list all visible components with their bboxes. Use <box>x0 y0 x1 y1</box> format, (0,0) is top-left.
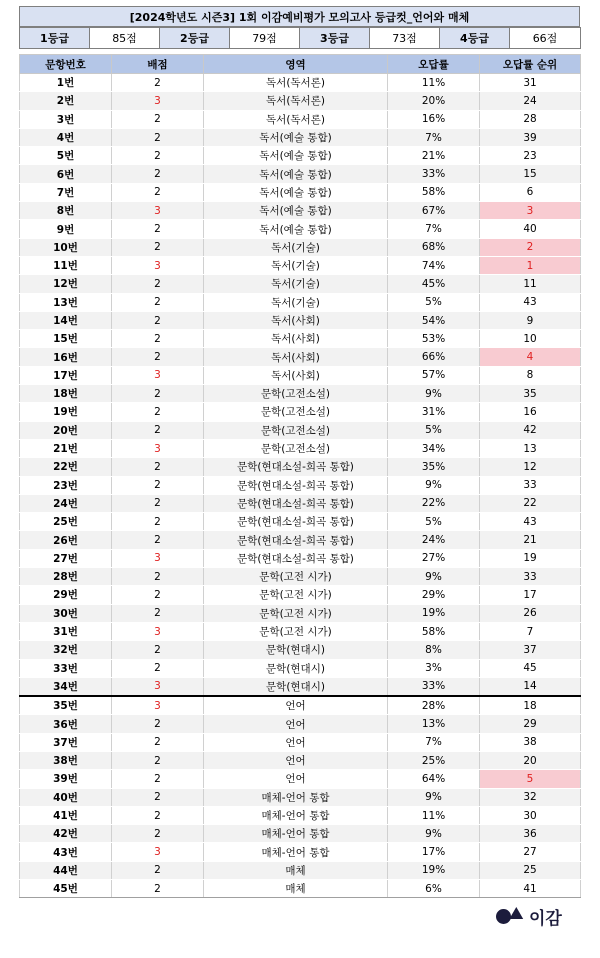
points-cell: 2 <box>112 476 204 494</box>
error-rank-cell: 43 <box>480 513 581 531</box>
question-number: 4번 <box>20 128 112 146</box>
question-number: 7번 <box>20 183 112 201</box>
error-rate-cell: 16% <box>388 110 480 128</box>
area-cell: 독서(예술 통합) <box>204 128 388 146</box>
error-rate-cell: 35% <box>388 458 480 476</box>
points-cell: 2 <box>112 147 204 165</box>
table-row <box>20 733 581 751</box>
points-cell: 2 <box>112 531 204 549</box>
table-row <box>20 366 581 384</box>
table-row <box>20 275 581 293</box>
area-cell: 문학(고전 시가) <box>204 622 388 640</box>
error-rank-cell: 2 <box>480 238 581 256</box>
area-cell: 독서(예술 통합) <box>204 183 388 201</box>
igam-logo-icon <box>496 909 511 924</box>
question-number: 14번 <box>20 311 112 329</box>
points-cell: 2 <box>112 165 204 183</box>
points-cell: 2 <box>112 220 204 238</box>
question-number: 13번 <box>20 293 112 311</box>
error-rank-cell: 37 <box>480 641 581 659</box>
area-cell: 매체-언어 통합 <box>204 825 388 843</box>
area-cell: 독서(기술) <box>204 256 388 274</box>
points-cell: 2 <box>112 659 204 677</box>
grade-cut-table <box>19 27 581 49</box>
points-cell: 3 <box>112 92 204 110</box>
question-number: 32번 <box>20 641 112 659</box>
error-rate-cell: 64% <box>388 770 480 788</box>
table-row <box>20 147 581 165</box>
error-rank-cell: 8 <box>480 366 581 384</box>
area-cell: 문학(고전소설) <box>204 385 388 403</box>
question-number: 19번 <box>20 403 112 421</box>
igam-logo-triangle-icon <box>509 907 526 925</box>
error-rate-cell: 17% <box>388 843 480 861</box>
error-rank-cell: 6 <box>480 183 581 201</box>
area-cell: 문학(고전 시가) <box>204 586 388 604</box>
question-number: 21번 <box>20 439 112 457</box>
points-cell: 3 <box>112 202 204 220</box>
error-rank-cell: 12 <box>480 458 581 476</box>
area-cell: 문학(고전소설) <box>204 421 388 439</box>
question-number: 31번 <box>20 622 112 640</box>
question-number: 39번 <box>20 770 112 788</box>
answer-rate-table <box>19 54 581 898</box>
error-rate-cell: 5% <box>388 293 480 311</box>
question-number: 44번 <box>20 861 112 879</box>
area-cell: 독서(사회) <box>204 311 388 329</box>
points-cell: 3 <box>112 366 204 384</box>
question-number: 16번 <box>20 348 112 366</box>
grade-score: 73점 <box>370 28 440 49</box>
area-cell: 문학(현대소설-희곡 통합) <box>204 476 388 494</box>
error-rank-cell: 21 <box>480 531 581 549</box>
table-row <box>20 770 581 788</box>
error-rank-cell: 42 <box>480 421 581 439</box>
error-rank-cell: 28 <box>480 110 581 128</box>
question-number: 23번 <box>20 476 112 494</box>
question-number: 1번 <box>20 74 112 92</box>
points-cell: 2 <box>112 110 204 128</box>
error-rank-cell: 3 <box>480 202 581 220</box>
question-number: 40번 <box>20 788 112 806</box>
sheet-title: [2024학년도 시즌3] 1회 이감예비평가 모의고사 등급컷_언어와 매체 <box>20 7 580 27</box>
area-cell: 독서(기술) <box>204 275 388 293</box>
error-rank-cell: 14 <box>480 677 581 696</box>
grade-label: 4등급 <box>440 28 510 49</box>
error-rank-cell: 33 <box>480 476 581 494</box>
table-row <box>20 238 581 256</box>
error-rate-cell: 45% <box>388 275 480 293</box>
error-rank-cell: 24 <box>480 92 581 110</box>
points-cell: 3 <box>112 549 204 567</box>
table-row <box>20 677 581 696</box>
table-row <box>20 458 581 476</box>
error-rank-cell: 31 <box>480 74 581 92</box>
points-cell: 2 <box>112 128 204 146</box>
error-rate-cell: 20% <box>388 92 480 110</box>
area-cell: 언어 <box>204 715 388 733</box>
error-rate-cell: 27% <box>388 549 480 567</box>
area-cell: 독서(독서론) <box>204 74 388 92</box>
error-rank-cell: 13 <box>480 439 581 457</box>
header-area: 영역 <box>204 55 388 74</box>
error-rate-cell: 58% <box>388 622 480 640</box>
area-cell: 독서(예술 통합) <box>204 220 388 238</box>
points-cell: 2 <box>112 770 204 788</box>
table-row <box>20 183 581 201</box>
area-cell: 독서(기술) <box>204 293 388 311</box>
table-row <box>20 659 581 677</box>
points-cell: 2 <box>112 880 204 898</box>
question-number: 35번 <box>20 696 112 715</box>
points-cell: 2 <box>112 751 204 769</box>
error-rate-cell: 8% <box>388 641 480 659</box>
error-rate-cell: 29% <box>388 586 480 604</box>
points-cell: 2 <box>112 311 204 329</box>
points-cell: 2 <box>112 586 204 604</box>
error-rank-cell: 45 <box>480 659 581 677</box>
error-rate-cell: 31% <box>388 403 480 421</box>
error-rate-cell: 9% <box>388 825 480 843</box>
table-row <box>20 880 581 898</box>
points-cell: 2 <box>112 825 204 843</box>
table-row <box>20 751 581 769</box>
question-number: 11번 <box>20 256 112 274</box>
area-cell: 문학(현대소설-희곡 통합) <box>204 458 388 476</box>
area-cell: 언어 <box>204 751 388 769</box>
points-cell: 2 <box>112 385 204 403</box>
error-rate-cell: 67% <box>388 202 480 220</box>
points-cell: 2 <box>112 513 204 531</box>
error-rank-cell: 38 <box>480 733 581 751</box>
grade-cut-row <box>20 28 581 49</box>
error-rate-cell: 21% <box>388 147 480 165</box>
area-cell: 언어 <box>204 733 388 751</box>
table-row <box>20 165 581 183</box>
table-row <box>20 513 581 531</box>
error-rank-cell: 27 <box>480 843 581 861</box>
table-row <box>20 311 581 329</box>
error-rank-cell: 30 <box>480 806 581 824</box>
error-rate-cell: 53% <box>388 330 480 348</box>
area-cell: 독서(예술 통합) <box>204 147 388 165</box>
error-rank-cell: 25 <box>480 861 581 879</box>
area-cell: 매체-언어 통합 <box>204 806 388 824</box>
area-cell: 독서(독서론) <box>204 92 388 110</box>
points-cell: 2 <box>112 458 204 476</box>
error-rank-cell: 23 <box>480 147 581 165</box>
error-rate-cell: 11% <box>388 806 480 824</box>
points-cell: 2 <box>112 568 204 586</box>
points-cell: 2 <box>112 183 204 201</box>
area-cell: 문학(고전 시가) <box>204 568 388 586</box>
points-cell: 2 <box>112 861 204 879</box>
area-cell: 문학(현대소설-희곡 통합) <box>204 531 388 549</box>
error-rank-cell: 26 <box>480 604 581 622</box>
table-row <box>20 385 581 403</box>
grade-label: 3등급 <box>300 28 370 49</box>
error-rate-cell: 24% <box>388 531 480 549</box>
error-rate-cell: 74% <box>388 256 480 274</box>
error-rank-cell: 15 <box>480 165 581 183</box>
area-cell: 매체 <box>204 861 388 879</box>
error-rank-cell: 17 <box>480 586 581 604</box>
error-rate-cell: 5% <box>388 513 480 531</box>
question-number: 37번 <box>20 733 112 751</box>
table-row <box>20 439 581 457</box>
table-row <box>20 861 581 879</box>
points-cell: 2 <box>112 238 204 256</box>
area-cell: 문학(고전소설) <box>204 403 388 421</box>
question-number: 22번 <box>20 458 112 476</box>
area-cell: 문학(현대시) <box>204 659 388 677</box>
question-number: 12번 <box>20 275 112 293</box>
error-rate-cell: 33% <box>388 677 480 696</box>
error-rank-cell: 43 <box>480 293 581 311</box>
table-row <box>20 568 581 586</box>
question-number: 15번 <box>20 330 112 348</box>
area-cell: 독서(사회) <box>204 330 388 348</box>
table-row <box>20 788 581 806</box>
points-cell: 2 <box>112 403 204 421</box>
table-row <box>20 202 581 220</box>
table-row <box>20 256 581 274</box>
error-rate-cell: 11% <box>388 74 480 92</box>
points-cell: 3 <box>112 843 204 861</box>
table-row <box>20 330 581 348</box>
area-cell: 독서(기술) <box>204 238 388 256</box>
error-rate-cell: 9% <box>388 476 480 494</box>
error-rank-cell: 22 <box>480 494 581 512</box>
area-cell: 언어 <box>204 770 388 788</box>
table-row <box>20 696 581 715</box>
table-row <box>20 641 581 659</box>
question-number: 45번 <box>20 880 112 898</box>
points-cell: 2 <box>112 74 204 92</box>
question-number: 8번 <box>20 202 112 220</box>
question-number: 28번 <box>20 568 112 586</box>
area-cell: 매체-언어 통합 <box>204 788 388 806</box>
question-number: 30번 <box>20 604 112 622</box>
error-rate-cell: 13% <box>388 715 480 733</box>
error-rank-cell: 20 <box>480 751 581 769</box>
area-cell: 매체 <box>204 880 388 898</box>
question-number: 34번 <box>20 677 112 696</box>
error-rate-cell: 25% <box>388 751 480 769</box>
error-rate-cell: 6% <box>388 880 480 898</box>
error-rate-cell: 5% <box>388 421 480 439</box>
points-cell: 2 <box>112 348 204 366</box>
points-cell: 2 <box>112 604 204 622</box>
points-cell: 2 <box>112 806 204 824</box>
question-number: 29번 <box>20 586 112 604</box>
title-table <box>19 6 580 27</box>
error-rate-cell: 57% <box>388 366 480 384</box>
points-cell: 2 <box>112 494 204 512</box>
table-row <box>20 843 581 861</box>
question-number: 20번 <box>20 421 112 439</box>
question-number: 41번 <box>20 806 112 824</box>
area-cell: 문학(현대시) <box>204 677 388 696</box>
table-row <box>20 403 581 421</box>
question-number: 27번 <box>20 549 112 567</box>
area-cell: 독서(사회) <box>204 366 388 384</box>
question-number: 38번 <box>20 751 112 769</box>
question-number: 33번 <box>20 659 112 677</box>
error-rate-cell: 9% <box>388 788 480 806</box>
area-cell: 독서(사회) <box>204 348 388 366</box>
question-number: 18번 <box>20 385 112 403</box>
error-rank-cell: 9 <box>480 311 581 329</box>
table-row <box>20 476 581 494</box>
question-number: 43번 <box>20 843 112 861</box>
points-cell: 2 <box>112 293 204 311</box>
grade-score: 79점 <box>230 28 300 49</box>
error-rate-cell: 66% <box>388 348 480 366</box>
error-rate-cell: 34% <box>388 439 480 457</box>
points-cell: 3 <box>112 677 204 696</box>
area-cell: 독서(예술 통합) <box>204 202 388 220</box>
question-number: 17번 <box>20 366 112 384</box>
error-rate-cell: 54% <box>388 311 480 329</box>
error-rate-cell: 7% <box>388 128 480 146</box>
points-cell: 3 <box>112 256 204 274</box>
question-number: 26번 <box>20 531 112 549</box>
points-cell: 2 <box>112 330 204 348</box>
area-cell: 문학(현대소설-희곡 통합) <box>204 549 388 567</box>
table-row <box>20 586 581 604</box>
igam-logo <box>496 903 582 929</box>
table-row <box>20 293 581 311</box>
error-rate-cell: 19% <box>388 861 480 879</box>
area-cell: 매체-언어 통합 <box>204 843 388 861</box>
error-rank-cell: 18 <box>480 696 581 715</box>
error-rank-cell: 11 <box>480 275 581 293</box>
grade-score: 85점 <box>90 28 160 49</box>
error-rank-cell: 16 <box>480 403 581 421</box>
error-rank-cell: 32 <box>480 788 581 806</box>
table-row <box>20 604 581 622</box>
area-cell: 언어 <box>204 696 388 715</box>
logo-text: 이감 <box>529 908 562 929</box>
error-rank-cell: 19 <box>480 549 581 567</box>
table-row <box>20 348 581 366</box>
header-error-rate: 오답률 <box>388 55 480 74</box>
points-cell: 2 <box>112 641 204 659</box>
error-rank-cell: 7 <box>480 622 581 640</box>
table-row <box>20 110 581 128</box>
table-row <box>20 220 581 238</box>
question-number: 9번 <box>20 220 112 238</box>
question-number: 6번 <box>20 165 112 183</box>
error-rate-cell: 33% <box>388 165 480 183</box>
error-rate-cell: 9% <box>388 385 480 403</box>
error-rate-cell: 7% <box>388 220 480 238</box>
table-row <box>20 74 581 92</box>
error-rank-cell: 4 <box>480 348 581 366</box>
table-row <box>20 806 581 824</box>
error-rate-cell: 9% <box>388 568 480 586</box>
error-rank-cell: 41 <box>480 880 581 898</box>
question-number: 25번 <box>20 513 112 531</box>
points-cell: 3 <box>112 622 204 640</box>
header-row <box>20 55 581 74</box>
error-rate-cell: 19% <box>388 604 480 622</box>
error-rate-cell: 68% <box>388 238 480 256</box>
question-number: 2번 <box>20 92 112 110</box>
question-number: 5번 <box>20 147 112 165</box>
area-cell: 문학(고전소설) <box>204 439 388 457</box>
points-cell: 3 <box>112 439 204 457</box>
area-cell: 문학(현대소설-희곡 통합) <box>204 494 388 512</box>
grade-label: 2등급 <box>160 28 230 49</box>
table-row <box>20 825 581 843</box>
table-row <box>20 549 581 567</box>
table-row <box>20 531 581 549</box>
error-rank-cell: 39 <box>480 128 581 146</box>
question-number: 36번 <box>20 715 112 733</box>
table-row <box>20 622 581 640</box>
points-cell: 2 <box>112 715 204 733</box>
points-cell: 3 <box>112 696 204 715</box>
table-row <box>20 128 581 146</box>
error-rate-cell: 3% <box>388 659 480 677</box>
answer-rate-sheet <box>19 6 580 898</box>
question-number: 3번 <box>20 110 112 128</box>
area-cell: 문학(현대시) <box>204 641 388 659</box>
points-cell: 2 <box>112 733 204 751</box>
question-number: 10번 <box>20 238 112 256</box>
error-rank-cell: 40 <box>480 220 581 238</box>
error-rate-cell: 7% <box>388 733 480 751</box>
error-rate-cell: 58% <box>388 183 480 201</box>
area-cell: 문학(현대소설-희곡 통합) <box>204 513 388 531</box>
header-question: 문항번호 <box>20 55 112 74</box>
question-number: 24번 <box>20 494 112 512</box>
question-number: 42번 <box>20 825 112 843</box>
area-cell: 독서(독서론) <box>204 110 388 128</box>
error-rate-cell: 22% <box>388 494 480 512</box>
error-rank-cell: 5 <box>480 770 581 788</box>
error-rank-cell: 35 <box>480 385 581 403</box>
points-cell: 2 <box>112 275 204 293</box>
error-rank-cell: 33 <box>480 568 581 586</box>
header-points: 배점 <box>112 55 204 74</box>
points-cell: 2 <box>112 421 204 439</box>
error-rank-cell: 29 <box>480 715 581 733</box>
grade-score: 66점 <box>510 28 581 49</box>
error-rank-cell: 1 <box>480 256 581 274</box>
area-cell: 문학(고전 시가) <box>204 604 388 622</box>
table-row <box>20 715 581 733</box>
table-row <box>20 494 581 512</box>
error-rank-cell: 10 <box>480 330 581 348</box>
error-rank-cell: 36 <box>480 825 581 843</box>
table-row <box>20 421 581 439</box>
table-row <box>20 92 581 110</box>
header-error-rank: 오답률 순위 <box>480 55 581 74</box>
error-rate-cell: 28% <box>388 696 480 715</box>
area-cell: 독서(예술 통합) <box>204 165 388 183</box>
grade-label: 1등급 <box>20 28 90 49</box>
points-cell: 2 <box>112 788 204 806</box>
